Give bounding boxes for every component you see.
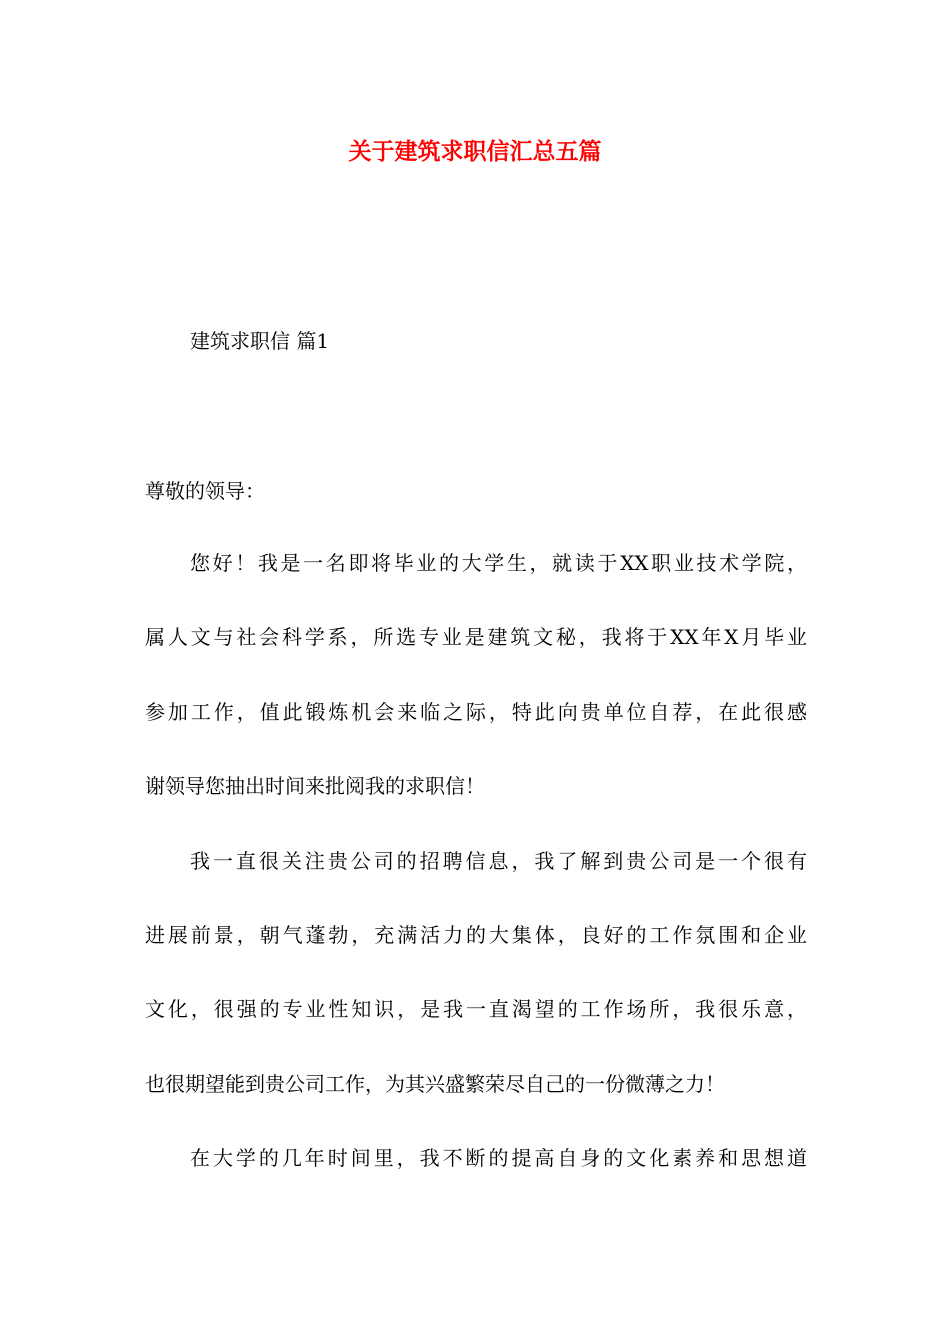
body-line: 我一直很关注贵公司的招聘信息，我了解到贵公司是一个很有	[190, 848, 807, 873]
body-line: 在大学的几年时间里，我不断的提高自身的文化素养和思想道	[190, 1146, 807, 1171]
page-title: 关于建筑求职信汇总五篇	[348, 138, 602, 165]
body-line: 也很期望能到贵公司工作，为其兴盛繁荣尽自己的一份微薄之力！	[145, 1071, 725, 1096]
body-line: 您好！我是一名即将毕业的大学生，就读于XX职业技术学院，	[190, 551, 807, 575]
body-line: 文化，很强的专业性知识，是我一直渴望的工作场所，我很乐意，	[145, 997, 807, 1022]
section-heading: 建筑求职信 篇1	[190, 329, 330, 353]
body-line: 谢领导您抽出时间来批阅我的求职信！	[145, 774, 485, 799]
salutation: 尊敬的领导：	[145, 479, 265, 503]
body-line: 进展前景，朝气蓬勃，充满活力的大集体，良好的工作氛围和企业	[145, 922, 807, 947]
body-line: 属人文与社会科学系，所选专业是建筑文秘，我将于XX年X月毕业	[145, 625, 807, 650]
letter-body	[145, 545, 807, 1215]
body-line: 参加工作，值此锻炼机会来临之际，特此向贵单位自荐，在此很感	[145, 699, 807, 724]
